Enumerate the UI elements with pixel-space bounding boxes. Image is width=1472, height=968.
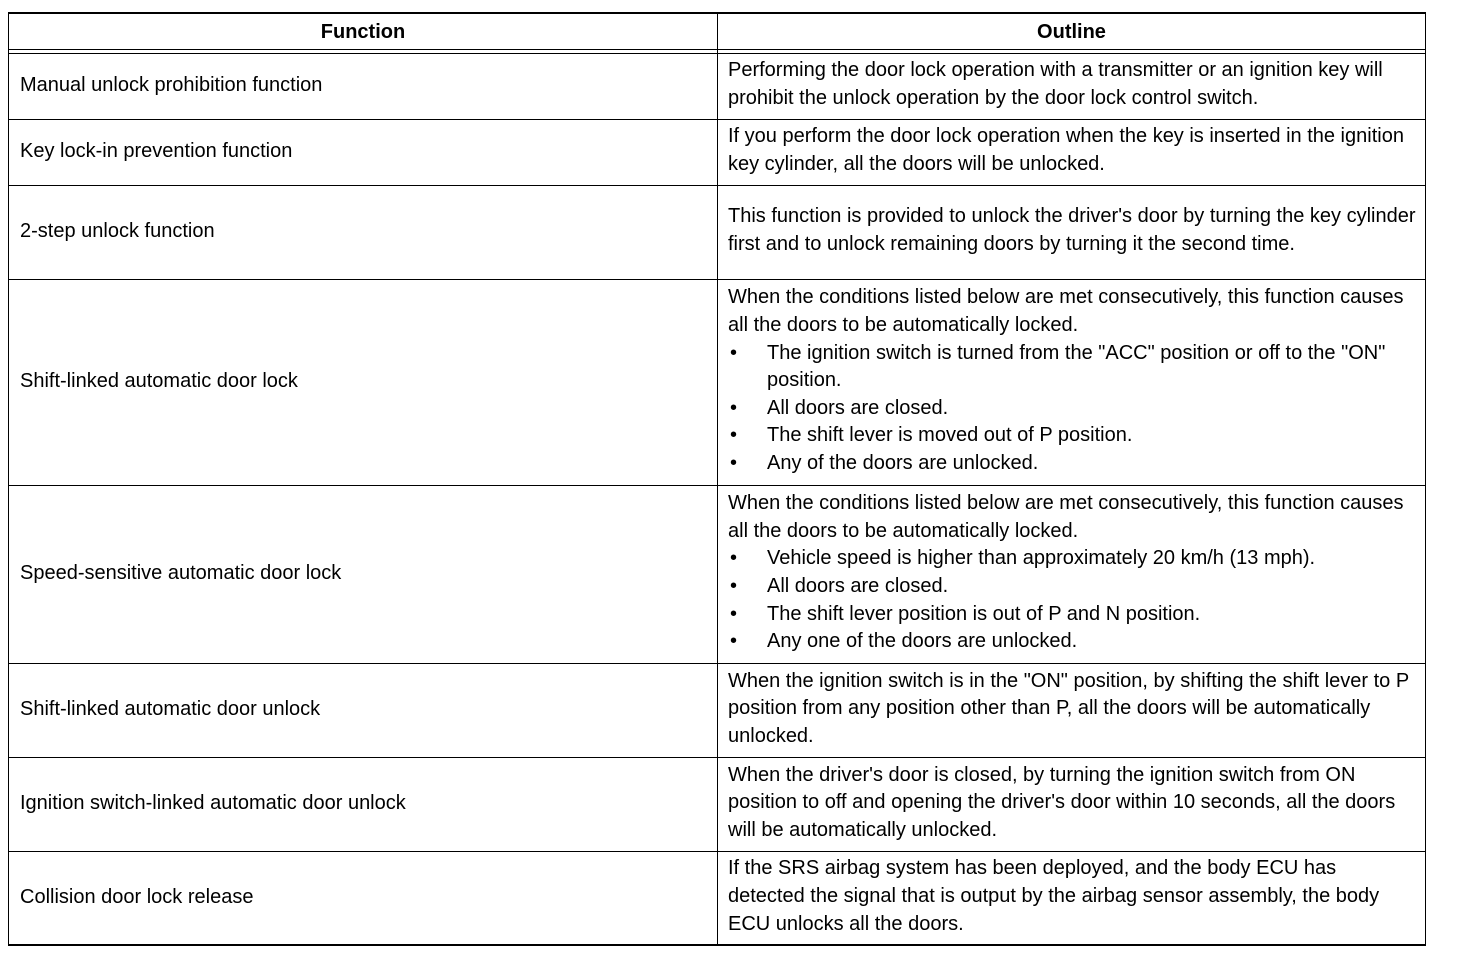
table-row [9,851,1426,945]
bullet-icon: • [730,575,738,597]
list-item [728,545,1417,573]
list-item [728,340,1417,395]
list-item-text: The shift lever position is out of P and N position. [767,602,1201,625]
list-item [728,573,1417,601]
list-item [728,422,1417,450]
table-row [9,185,1426,279]
list-item [728,450,1417,478]
bullet-icon: • [730,341,738,364]
function-outline-table-container [8,12,1425,946]
list-item-text: All doors are closed. [767,575,949,597]
table-header-row [9,13,1426,53]
outline-cell [718,185,1426,279]
outline-text: When the driver's door is closed, by turning the ignition switch from ON position to off and opening the driver's door within 10 seconds, all the doors will be automatically unlocked. [728,763,1396,841]
function-cell: Speed-sensitive automatic door lock [9,485,718,663]
outline-cell [718,53,1426,119]
list-item [728,601,1417,629]
outline-cell [718,663,1426,757]
table-row [9,663,1426,757]
outline-cell [718,119,1426,185]
header-outline: Outline [718,13,1426,53]
function-outline-table [8,12,1426,946]
bullet-icon: • [730,451,738,474]
outline-cell [718,279,1426,485]
bullet-icon: • [730,602,738,625]
table-row [9,757,1426,851]
function-cell: Collision door lock release [9,851,718,945]
bullet-icon: • [730,630,738,653]
outline-text: If the SRS airbag system has been deployed, and the body ECU has detected the signal that is output by the airbag sensor assembly, the body ECU unlocks all the doors. [728,857,1380,935]
bullet-icon: • [730,396,738,419]
list-item [728,395,1417,423]
outline-text: When the conditions listed below are met consecutively, this function causes all the doors to be automatically locked. [728,492,1404,542]
outline-text: If you perform the door lock operation when the key is inserted in the ignition key cylinder, all the doors will be unlocked. [728,125,1404,175]
function-cell: Ignition switch-linked automatic door unlock [9,757,718,851]
table-row [9,279,1426,485]
table-row [9,53,1426,119]
outline-text: This function is provided to unlock the driver's door by turning the key cylinder first and to unlock remaining doors by turning it the second time. [728,205,1416,255]
list-item-text: Any one of the doors are unlocked. [767,630,1078,653]
function-cell: 2-step unlock function [9,185,718,279]
bullet-icon: • [730,424,738,447]
outline-cell [718,485,1426,663]
function-cell: Shift-linked automatic door unlock [9,663,718,757]
outline-text: When the ignition switch is in the "ON" position, by shifting the shift lever to P position from any position other than P, all the doors will be automatically unlocked. [728,669,1409,747]
function-cell: Shift-linked automatic door lock [9,279,718,485]
header-function: Function [9,13,718,53]
outline-text: When the conditions listed below are met consecutively, this function causes all the doors to be automatically locked. [728,286,1404,337]
outline-text: Performing the door lock operation with a transmitter or an ignition key will prohibit the unlock operation by the door lock control switch. [728,59,1383,109]
list-item-text: The shift lever is moved out of P position. [767,424,1133,447]
condition-list [728,545,1417,655]
list-item [728,628,1417,656]
outline-cell [718,757,1426,851]
table-row [9,119,1426,185]
table-row [9,485,1426,663]
function-cell: Manual unlock prohibition function [9,53,718,119]
list-item-text: The ignition switch is turned from the "ACC" position or off to the "ON" position. [767,341,1386,392]
list-item-text: All doors are closed. [767,396,949,419]
function-cell: Key lock-in prevention function [9,119,718,185]
outline-cell [718,851,1426,945]
list-item-text: Vehicle speed is higher than approximately 20 km/h (13 mph). [767,547,1316,570]
bullet-icon: • [730,547,738,570]
condition-list [728,340,1417,478]
list-item-text: Any of the doors are unlocked. [767,451,1039,474]
